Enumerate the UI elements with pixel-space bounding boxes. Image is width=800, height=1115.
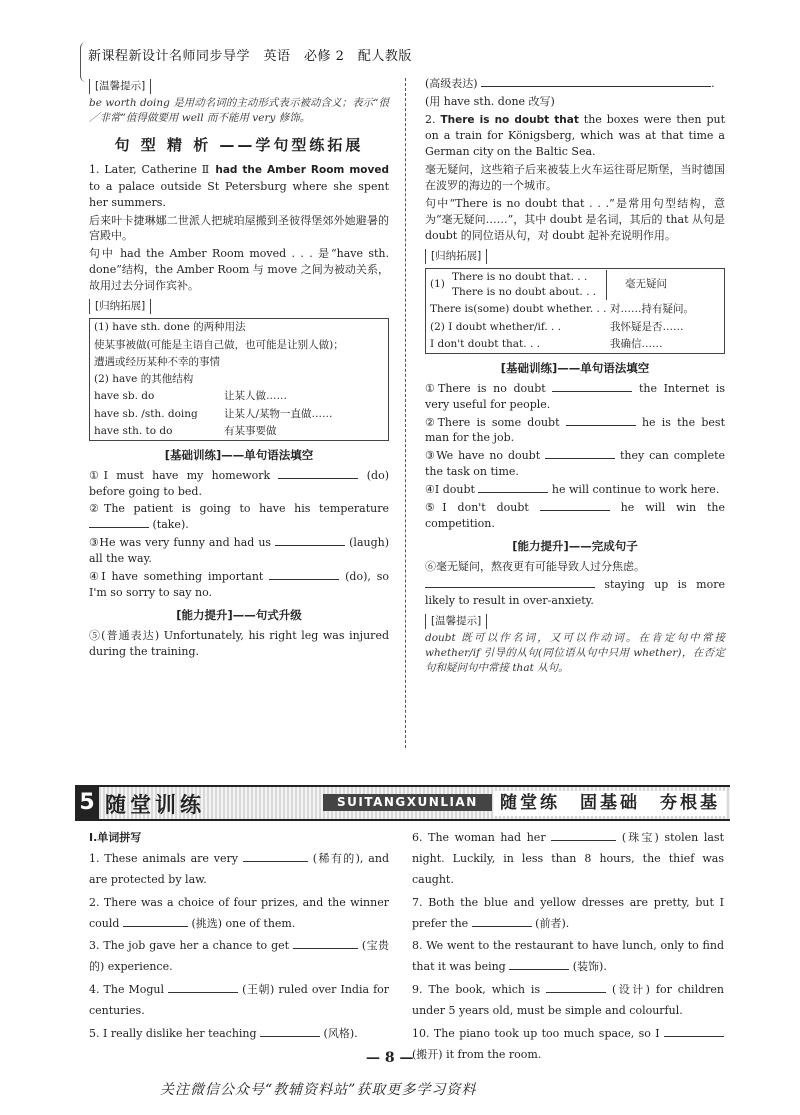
hint-text: be worth doing 是用动名词的主动形式表示被动含义；表示“很／非常”值得做要用 well 而不能用 very 修饰。 <box>89 97 389 125</box>
item1-explanation: 句中 had the Amber Room moved . . . 是“have sth. done”结构，the Amber Room 与 move 之间为被动关系，故用过去分词作宾补。 <box>89 247 389 293</box>
answer-blank[interactable] <box>260 1026 320 1037</box>
summary-box: (1) There is no doubt that. . . There is no doubt about. . . 毫无疑问 There is(some) doubt whether. . . 对……持有疑问。 (2) I doubt whether/if. . . 我怀疑是否…… I don't doubt that. . . 我确信…… <box>425 268 725 354</box>
summary-tag: [归纳拓展] <box>89 299 151 314</box>
exercise-item: 2. There was a choice of four prizes, and the winner could (挑选) one of them. <box>89 895 389 930</box>
answer-blank[interactable] <box>481 76 711 87</box>
question: ②The patient is going to have his temperature (take). <box>89 502 389 532</box>
exercise-item: 1. These animals are very (稀有的), and are protected by law. <box>89 851 389 886</box>
question: ②There is some doubt he is the best man for the job. <box>425 415 725 445</box>
hint-tag: [温馨提示] <box>425 614 487 629</box>
exercise-heading: Ⅰ.单词拼写 <box>89 831 142 844</box>
right-column <box>425 76 725 678</box>
exercise-item: 4. The Mogul (王朝) ruled over India for centuries. <box>89 983 390 1018</box>
question: ④I doubt he will continue to work here. <box>425 483 720 497</box>
answer-blank[interactable] <box>478 482 548 493</box>
answer-blank[interactable] <box>275 535 345 546</box>
summary-box: (1) have sth. done 的两种用法 使某事被做(可能是主语自己做，也可能是让别人做)； 遭遇或经历某种不幸的事情 (2) have 的其他结构 have sb. do 让某人做…… have sb. /sth. doing 让某人/某物一直做…… have sth. to do 有某事要做 <box>89 318 389 441</box>
basic-training-title: [基础训练]——单句语法填空 <box>500 360 650 375</box>
banner-slogan: 随堂练 固基础 夯根基 <box>494 791 726 816</box>
answer-blank[interactable] <box>540 500 610 511</box>
item2-explanation: 句中“There is no doubt that . . .”是常用句型结构，意为“毫无疑问……”，其中 doubt 是名词，其后的 that 从句是 doubt 的同位语从句，对 doubt 起补充说明作用。 <box>425 196 725 242</box>
answer-blank[interactable] <box>546 982 606 993</box>
answer-blank[interactable] <box>269 569 339 580</box>
question: ⑤(普通表达) Unfortunately, his right leg was injured during the training. <box>89 628 389 658</box>
exercise-left <box>89 828 389 1047</box>
basic-training-title: [基础训练]——单句语法填空 <box>164 447 314 462</box>
column-divider <box>405 78 406 748</box>
question: ③We have no doubt they can complete the task on time. <box>425 449 726 479</box>
answer-blank[interactable] <box>293 938 358 949</box>
answer-blank[interactable] <box>425 577 595 588</box>
advanced-expression: (高级表达) . <box>425 77 715 90</box>
exercise-right <box>412 828 724 1068</box>
answer-blank[interactable] <box>545 448 615 459</box>
exercise-item: 9. The book, which is (设计) for children under 5 years old, must be simple and colourful. <box>412 983 724 1018</box>
question: ③He was very funny and had us (laugh) all the way. <box>89 536 390 566</box>
page-header: 新课程新设计名师同步导学 英语 必修 2 配人教版 <box>88 49 412 64</box>
section-title: 句 型 精 析 ——学句型练拓展 <box>114 135 364 154</box>
answer-blank[interactable] <box>551 830 616 841</box>
answer-blank[interactable] <box>472 916 532 927</box>
footer-note: 关注微信公众号“教辅资料站”获取更多学习资料 <box>160 1082 477 1098</box>
answer-blank[interactable] <box>509 959 569 970</box>
answer-blank[interactable] <box>168 982 238 993</box>
left-column <box>89 76 389 662</box>
exercise-item: 6. The woman had her (珠宝) stolen last night. Luckily, in less than 8 hours, the thief was caught. <box>412 831 724 886</box>
answer-blank[interactable] <box>566 415 636 426</box>
exercise-item: 10. The piano took up too much space, so I (搬开) it from the room. <box>412 1024 724 1066</box>
hint-text: doubt 既可以作名词，又可以作动词。在肯定句中常接 whether/if 引导的从句(同位语从句中只用 whether)，在否定句和疑问句中常接 that 从句。 <box>425 631 725 675</box>
item1-translation: 后来叶卡捷琳娜二世派人把琥珀屋搬到圣彼得堡郊外她避暑的宫殿中。 <box>89 213 389 243</box>
question: ⑤I don't doubt he will win the competition. <box>425 501 726 531</box>
banner-pinyin: SUITANGXUNLIAN <box>323 794 492 811</box>
answer-blank[interactable] <box>123 916 188 927</box>
exercise-item: 3. The job gave her a chance to get (宝贵的) experience. <box>89 939 390 974</box>
answer-blank[interactable] <box>89 517 149 528</box>
section-number: 5 <box>75 787 99 819</box>
advanced-hint: (用 have sth. done 改写) <box>425 94 555 108</box>
item2-sentence: 2. There is no doubt that the boxes were then put on a train for Königsberg, which was at that time a German city on the Baltic Sea. <box>425 112 725 159</box>
question: ①I must have my homework (do) before going to bed. <box>89 468 389 498</box>
question: staying up is more likely to result in over-anxiety. <box>425 577 725 607</box>
ability-title: [能力提升]——句式升级 <box>176 608 302 623</box>
page-number: — 8 — <box>366 1050 414 1066</box>
item1-sentence: 1. Later, Catherine Ⅱ had the Amber Room moved to a palace outside St Petersburg where she spent her summers. <box>89 163 389 209</box>
banner-title: 随堂训练 <box>105 793 205 817</box>
answer-blank[interactable] <box>664 1026 724 1037</box>
answer-blank[interactable] <box>552 381 632 392</box>
exercise-item: 7. Both the blue and yellow dresses are pretty, but I prefer the (前者). <box>412 895 724 930</box>
item2-translation: 毫无疑问，这些箱子后来被装上火车运往哥尼斯堡，当时德国在波罗的海边的一个城市。 <box>425 162 725 192</box>
ability-title: [能力提升]——完成句子 <box>512 539 638 554</box>
answer-blank[interactable] <box>243 851 308 862</box>
practice-banner <box>75 785 730 821</box>
exercise-item: 5. I really dislike her teaching (风格). <box>89 1027 358 1041</box>
question: ④I have something important (do), so I'm so sorry to say no. <box>89 570 390 600</box>
summary-tag: [归纳拓展] <box>425 249 487 264</box>
hint-tag: [温馨提示] <box>89 79 151 94</box>
answer-blank[interactable] <box>278 468 358 479</box>
question: ⑥毫无疑问，熬夜更有可能导致人过分焦虑。 <box>425 559 645 573</box>
question: ①There is no doubt the Internet is very useful for people. <box>425 381 726 411</box>
exercise-item: 8. We went to the restaurant to have lunch, only to find that it was being (装饰). <box>412 939 724 974</box>
